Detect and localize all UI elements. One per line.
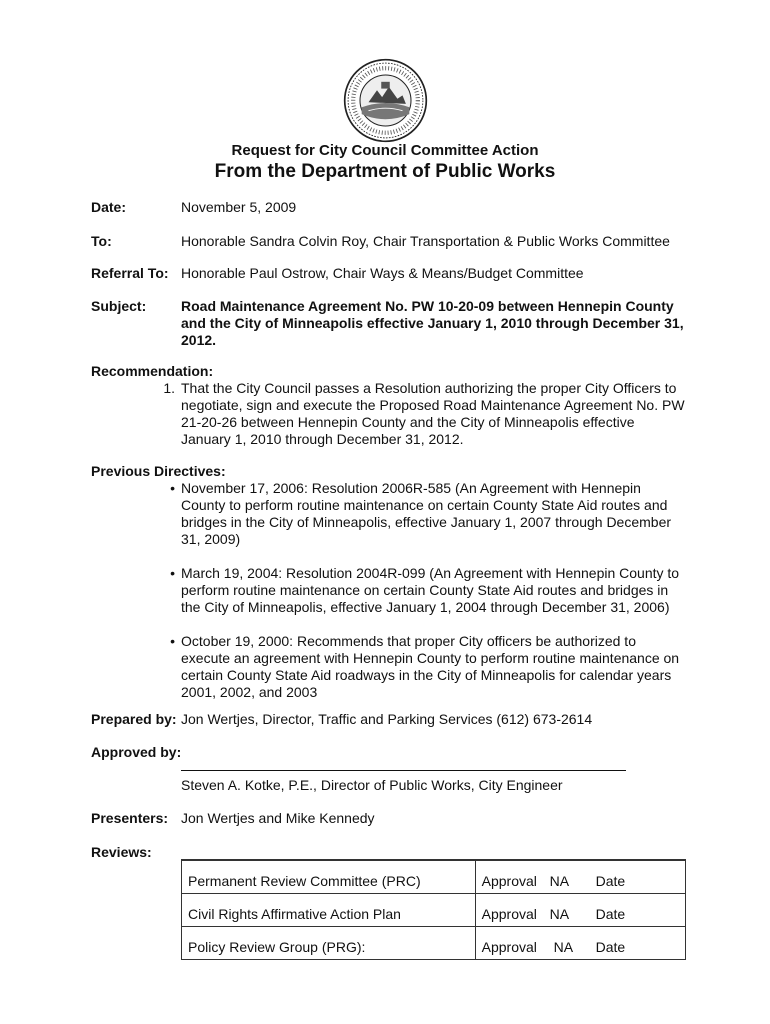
review-status	[475, 861, 685, 894]
to-value: Honorable Sandra Colvin Roy, Chair Transportation & Public Works Committee	[181, 233, 670, 249]
list-text: That the City Council passes a Resolution authorizing the proper City Officers to negotiate, sign and execute the Proposed Road Maintenance Agreement No. PW 21-20-26 between Hennepin County and the City of Minneapolis effective January 1, 2010 through December 31, 2012.	[181, 380, 685, 447]
date-value: November 5, 2009	[181, 199, 297, 215]
subject-label: Subject:	[91, 298, 147, 314]
approver-name: Steven A. Kotke, P.E., Director of Public Works, City Engineer	[181, 777, 563, 793]
review-name: Permanent Review Committee (PRC)	[182, 861, 476, 894]
date-text: Date	[595, 873, 626, 889]
bullet-icon: •	[170, 633, 175, 649]
department-heading: From the Department of Public Works	[214, 161, 556, 182]
directives-list	[145, 480, 685, 701]
date-label: Date:	[91, 199, 127, 215]
review-name: Policy Review Group (PRG):	[182, 927, 476, 960]
reviews-table	[181, 859, 686, 960]
recommendation-list	[145, 380, 685, 448]
list-number: 1.	[163, 380, 175, 396]
previous-directives-title: Previous Directives:	[91, 463, 226, 479]
referral-value: Honorable Paul Ostrow, Chair Ways & Means/Budget Committee	[181, 265, 584, 281]
list-text: October 19, 2000: Recommends that proper City officers be authorized to execute an agreement with Hennepin County to perform routine maintenance on certain County State Aid roadways in the City of Minneapolis for calendar years 2001, 2002, and 2003	[181, 633, 680, 700]
presenters-value: Jon Wertjes and Mike Kennedy	[181, 810, 375, 826]
na-text: NA	[549, 906, 570, 922]
presenters-label: Presenters:	[91, 810, 169, 826]
approved-by-label: Approved by:	[91, 744, 182, 760]
approval-text: Approval	[481, 906, 537, 922]
approval-text: Approval	[481, 873, 537, 889]
review-name: Civil Rights Affirmative Action Plan	[182, 894, 476, 927]
list-item	[145, 565, 685, 616]
bullet-icon: •	[170, 480, 175, 496]
to-label: To:	[91, 233, 112, 249]
list-item	[145, 633, 685, 701]
na-text: NA	[549, 873, 570, 889]
list-item	[145, 380, 685, 448]
request-heading: Request for City Council Committee Action	[231, 142, 539, 159]
signature-line	[181, 770, 626, 771]
subject-value: Road Maintenance Agreement No. PW 10-20-09 between Hennepin County and the City of Minneapolis effective January 1, 2010 through December 31, 2012.	[181, 298, 684, 348]
referral-label: Referral To:	[91, 265, 169, 281]
prepared-by-label: Prepared by:	[91, 711, 177, 727]
na-text: NA	[553, 939, 574, 955]
recommendation-title: Recommendation:	[91, 363, 214, 379]
prepared-by-value: Jon Wertjes, Director, Traffic and Parking Services (612) 673-2614	[181, 711, 593, 727]
reviews-label: Reviews:	[91, 844, 152, 860]
table-row	[182, 861, 686, 894]
list-text: March 19, 2004: Resolution 2004R-099 (An Agreement with Hennepin County to perform routine maintenance on certain County State Aid routes and bridges in the City of Minneapolis, effective January 1, 2004 through December 31, 2006)	[181, 565, 680, 615]
date-text: Date	[595, 906, 626, 922]
list-text: November 17, 2006: Resolution 2006R-585 (An Agreement with Hennepin County to perform routine maintenance on certain County State Aid routes and bridges in the City of Minneapolis, effective January 1, 2007 through December 31, 2009)	[181, 480, 672, 547]
list-item	[145, 480, 685, 548]
approval-text: Approval	[481, 939, 537, 955]
table-row	[182, 894, 686, 927]
bullet-icon: •	[170, 565, 175, 581]
city-seal-logo	[343, 58, 428, 143]
date-text: Date	[595, 939, 626, 955]
table-row	[182, 927, 686, 960]
review-status	[475, 894, 685, 927]
review-status	[475, 927, 685, 960]
